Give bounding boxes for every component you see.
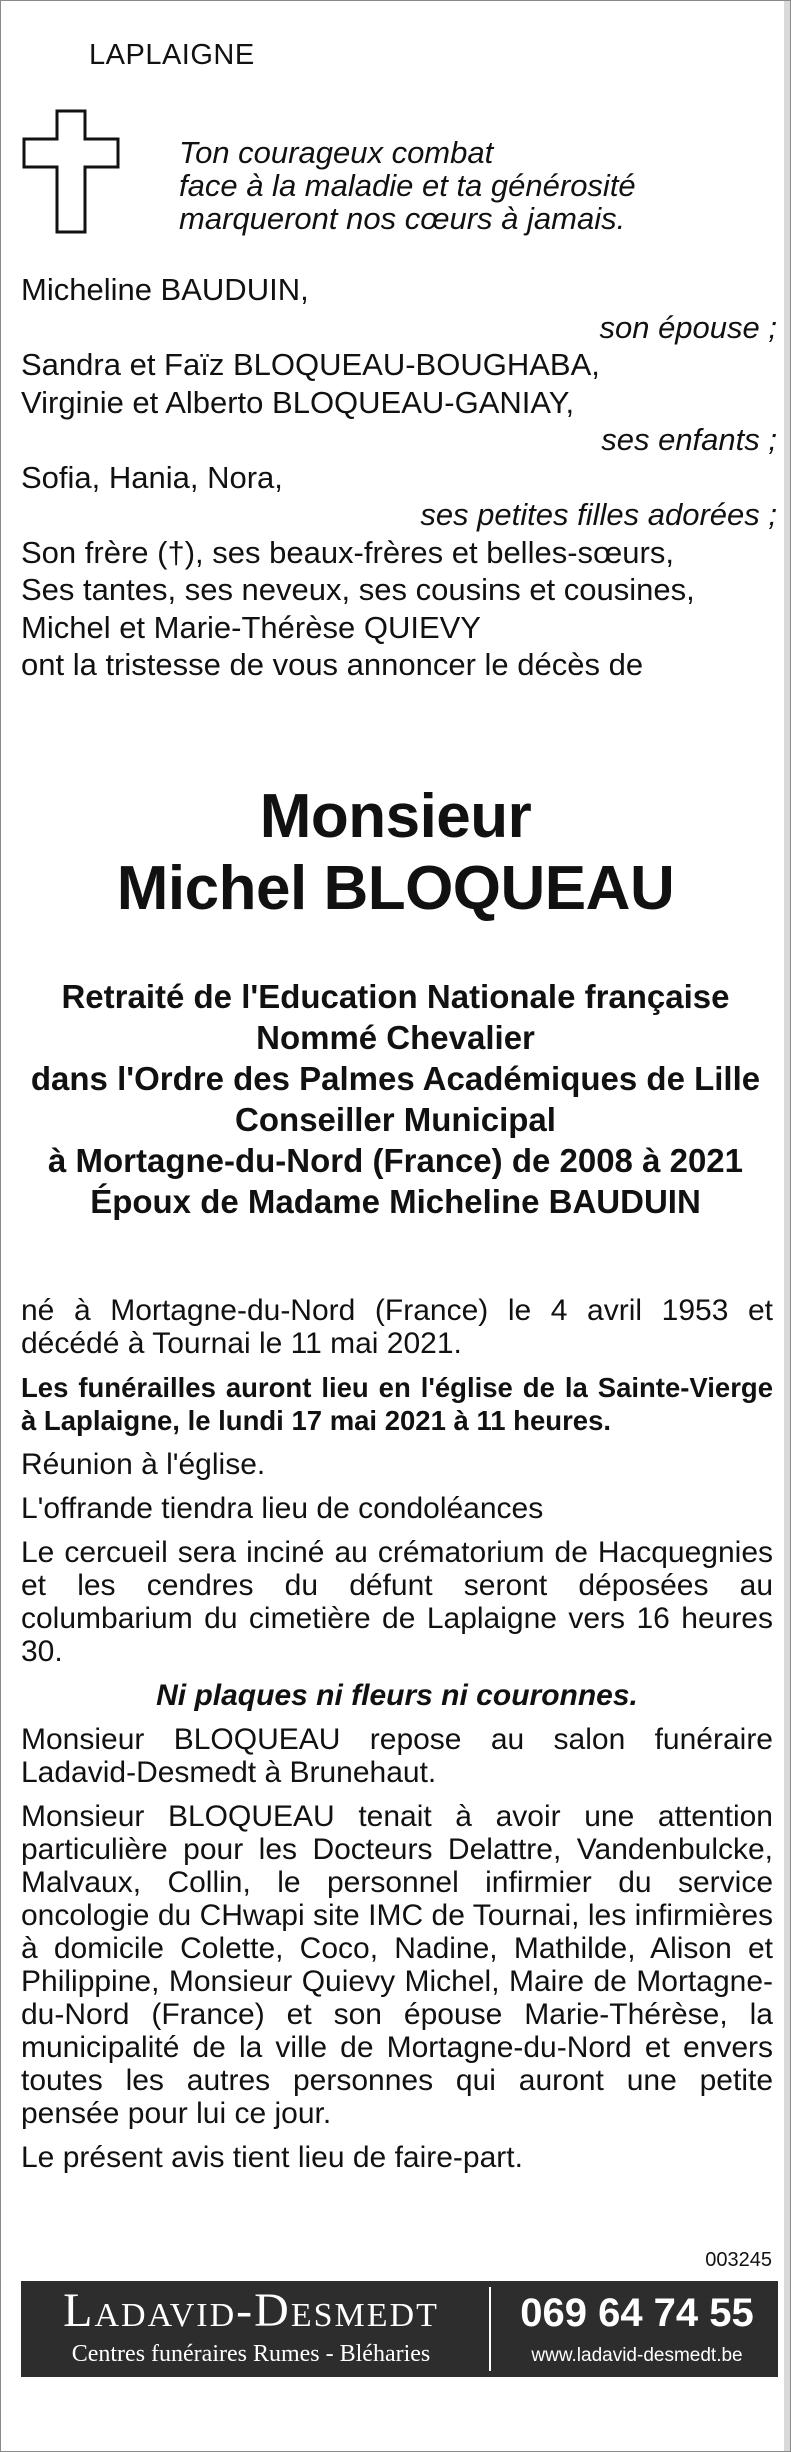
no-flowers-notice: Ni plaques ni fleurs ni couronnes. bbox=[156, 1679, 638, 1712]
funeral-home-banner bbox=[21, 2281, 778, 2377]
deceased-titles bbox=[1, 976, 790, 1222]
title-line: à Mortagne-du-Nord (France) de 2008 à 2021 bbox=[47, 1142, 744, 1179]
relation-label: son épouse ; bbox=[599, 309, 777, 345]
relative-line: Michel et Marie-Thérèse QUIEVY bbox=[21, 609, 481, 645]
website-link[interactable]: www.ladavid-desmedt.be bbox=[531, 2345, 743, 2366]
offering-paragraph: L'offrande tiendra lieu de condoléances bbox=[21, 1492, 544, 1525]
child-name: Sandra et Faïz BLOQUEAU-BOUGHABA, bbox=[21, 347, 600, 382]
deceased-name bbox=[1, 781, 790, 925]
notice-body bbox=[21, 1294, 773, 2185]
funeral-home-brand bbox=[21, 2281, 481, 2377]
epitaph-line: marqueront nos cœurs à jamais. bbox=[179, 201, 626, 236]
title-line: Époux de Madame Micheline BAUDUIN bbox=[90, 1183, 701, 1220]
family-list bbox=[21, 271, 777, 684]
grandchildren-names: Sofia, Hania, Nora, bbox=[21, 459, 283, 495]
locality-label: LAPLAIGNE bbox=[89, 39, 255, 71]
child-name: Virginie et Alberto BLOQUEAU-GANIAY, bbox=[21, 384, 575, 420]
spouse-name: Micheline BAUDUIN, bbox=[21, 272, 309, 307]
birth-death-paragraph: né à Mortagne-du-Nord (France) le 4 avril 1953 et décédé à Tournai le 11 mai 2021. bbox=[21, 1294, 773, 1360]
reference-number: 003245 bbox=[705, 2249, 772, 2271]
deceased-honorific: Monsieur bbox=[259, 782, 532, 851]
notice-paragraph: Le présent avis tient lieu de faire-part. bbox=[21, 2141, 523, 2174]
rests-paragraph: Monsieur BLOQUEAU repose au salon funéraire Ladavid-Desmedt à Brunehaut. bbox=[21, 1723, 773, 1789]
phone-number: 069 64 74 55 bbox=[520, 2291, 754, 2335]
cremation-paragraph: Le cercueil sera inciné au crématorium de Hacquegnies et les cendres du défunt seront déposées au columbarium du cimetière de Laplaigne vers 16 heures 30. bbox=[21, 1536, 773, 1668]
title-line: Nommé Chevalier bbox=[256, 1019, 535, 1056]
title-line: Conseiller Municipal bbox=[235, 1101, 556, 1138]
relative-line: Ses tantes, ses neveux, ses cousins et cousines, bbox=[21, 572, 695, 607]
epitaph-line: face à la maladie et ta générosité bbox=[179, 168, 636, 203]
title-line: Retraité de l'Education Nationale française bbox=[61, 978, 730, 1015]
page-edge bbox=[784, 1, 790, 2451]
banner-divider bbox=[489, 2287, 491, 2371]
funeral-home-name: Ladavid-Desmedt bbox=[63, 2284, 439, 2337]
relative-line: Son frère (†), ses beaux-frères et belles-sœurs, bbox=[21, 534, 674, 570]
epitaph bbox=[179, 136, 636, 235]
funeral-home-subtitle: Centres funéraires Rumes - Bléharies bbox=[71, 2341, 431, 2367]
meeting-paragraph: Réunion à l'église. bbox=[21, 1448, 266, 1481]
relation-label: ses petites filles adorées ; bbox=[420, 497, 777, 532]
relation-label: ses enfants ; bbox=[601, 422, 777, 457]
latin-cross-icon bbox=[21, 109, 121, 234]
thanks-paragraph: Monsieur BLOQUEAU tenait à avoir une attention particulière pour les Docteurs Delattre, Vandenbulcke, Malvaux, Collin, le personnel infirmier du service oncologie du CHwapi site IMC de Tournai, les infirmières à domicile Colette, Coco, Nadine, Mathilde, Alison et Philippine, Monsieur Quievy Michel, Maire de Mortagne-du-Nord (France) et son épouse Marie-Thérèse, la municipalité de la ville de Mortagne-du-Nord et envers toutes les autres personnes qui auront une petite pensée pour lui ce jour. bbox=[21, 1800, 773, 2130]
epitaph-line: Ton courageux combat bbox=[179, 135, 494, 170]
title-line: dans l'Ordre des Palmes Académiques de Lille bbox=[30, 1060, 761, 1097]
funeral-paragraph: Les funérailles auront lieu en l'église de la Sainte-Vierge à Laplaigne, le lundi 17 mai 2021 à 11 heures. bbox=[21, 1372, 773, 1436]
deceased-fullname: Michel BLOQUEAU bbox=[116, 854, 675, 923]
announcement-line: ont la tristesse de vous annoncer le décès de bbox=[21, 647, 644, 682]
